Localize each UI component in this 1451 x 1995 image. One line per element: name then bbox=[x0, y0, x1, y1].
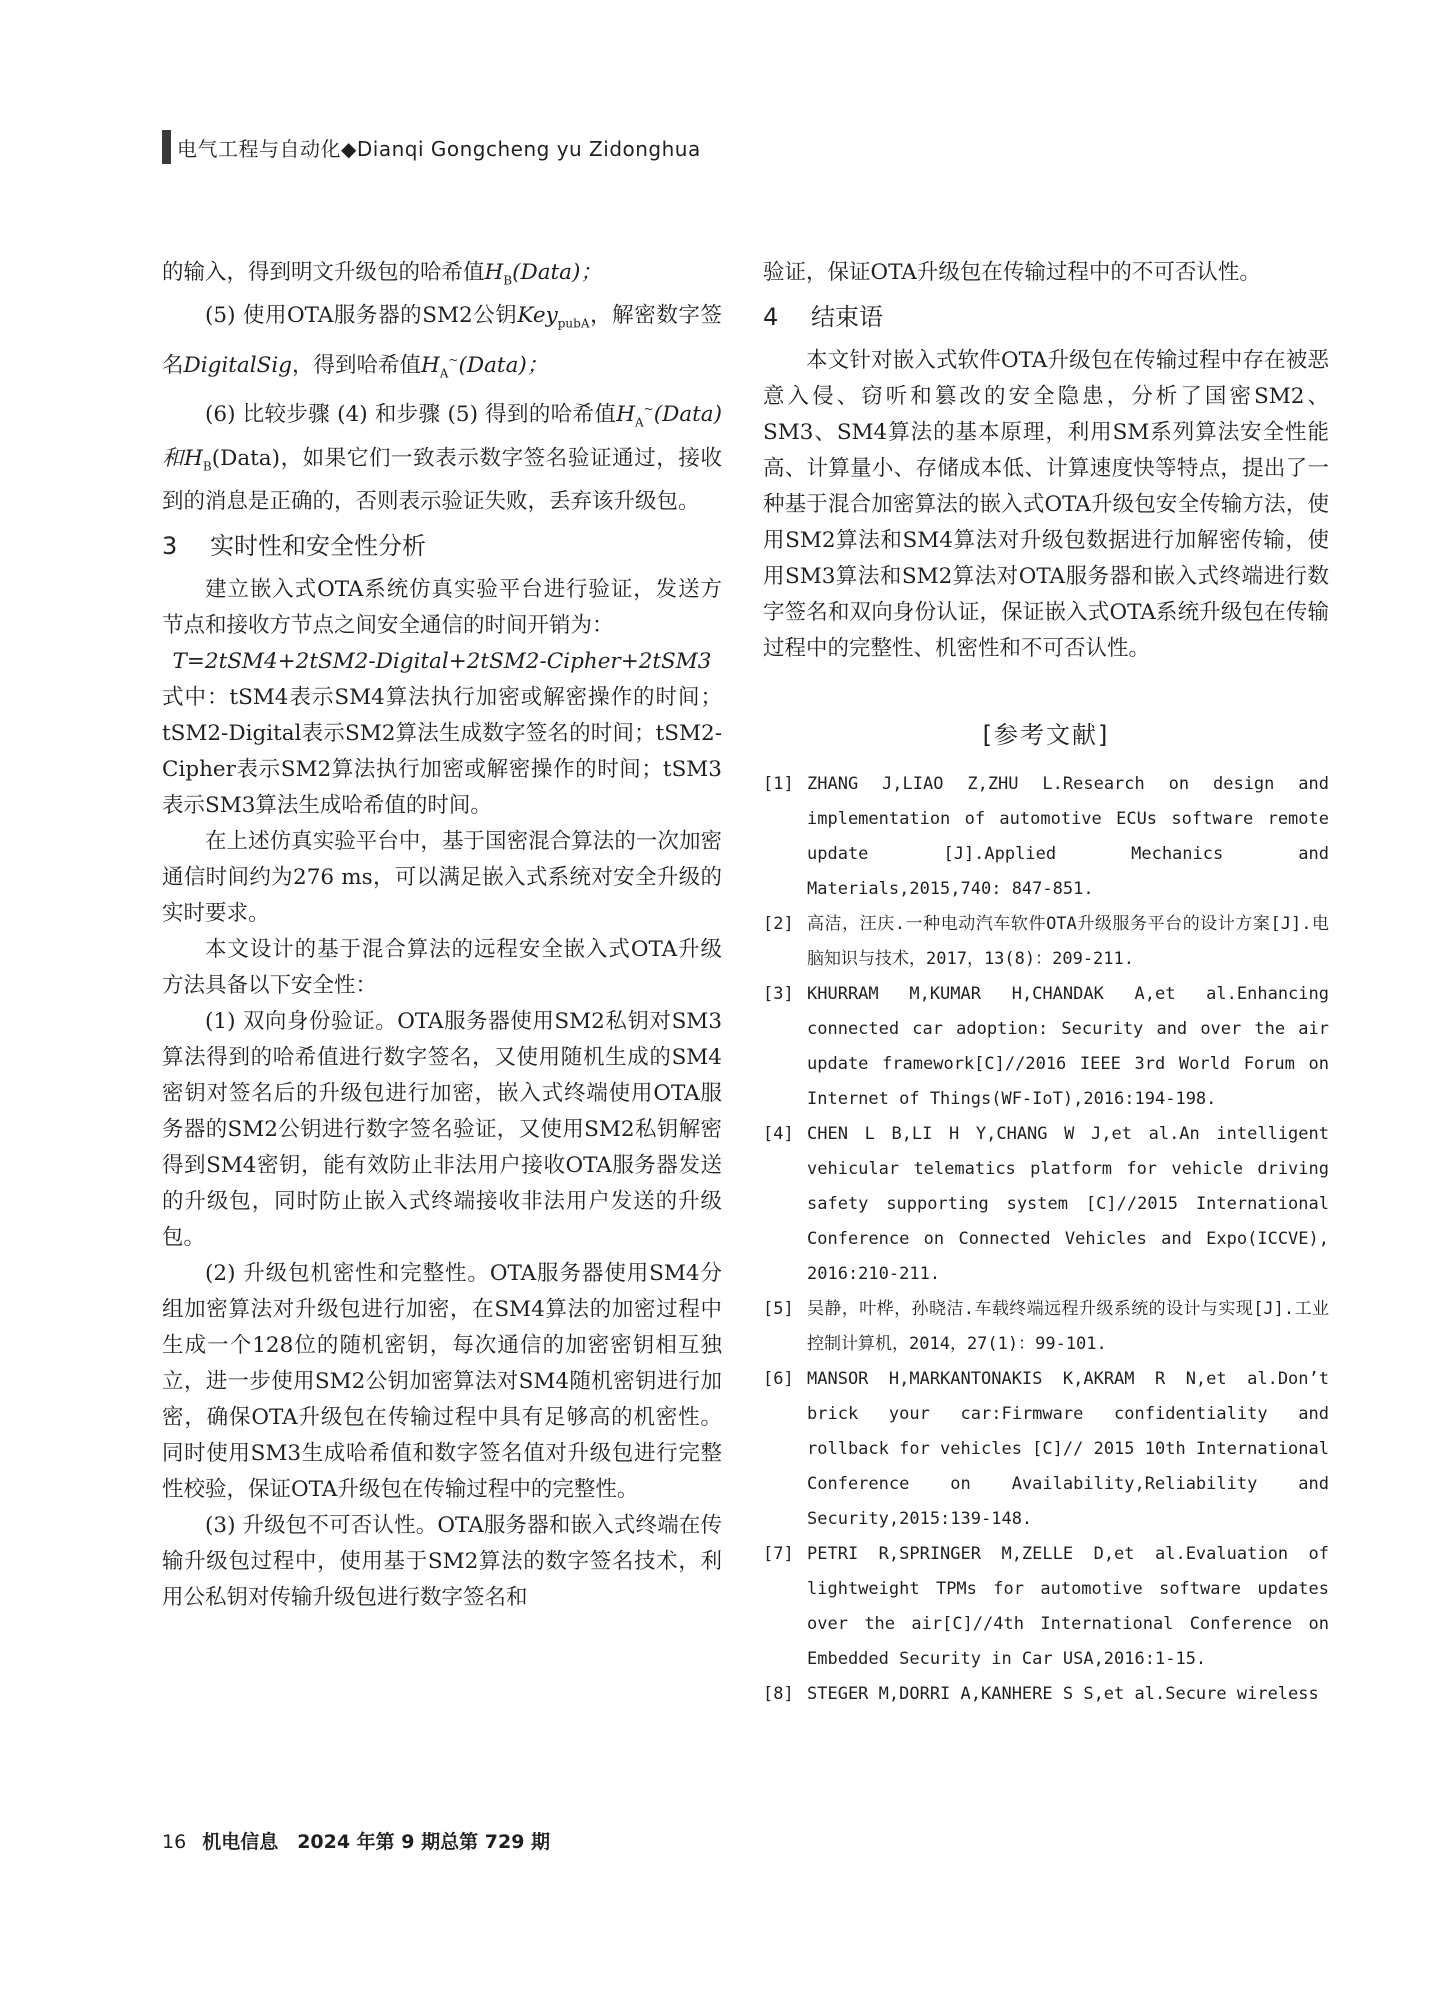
header-bar bbox=[162, 130, 171, 164]
reference-item: [8] STEGER M,DORRI A,KANHERE S S,et al.Secure wireless bbox=[763, 1684, 1319, 1704]
page-number: 16 bbox=[162, 1831, 187, 1853]
paragraph: 建立嵌入式OTA系统仿真实验平台进行验证，发送方节点和接收方节点之间安全通信的时间开销为： bbox=[162, 576, 722, 638]
reference-item: [2] 高洁，汪庆.一种电动汽车软件OTA升级服务平台的设计方案[J].电脑知识与技术，2017，13(8)：209-211. bbox=[763, 914, 1329, 969]
paragraph: (5) 使用OTA服务器的SM2公钥Key$_{pubA}$，解密数字签名DigitalSig，得到哈希值$H_A^\sim(Data)$； bbox=[162, 303, 722, 381]
paragraph: (3) 升级包不可否认性。OTA服务器和嵌入式终端在传输升级包过程中，使用基于SM2算法的数字签名技术，利用公私钥对传输升级包进行数字签名和 bbox=[162, 1512, 722, 1610]
reference-item: [1] ZHANG J,LIAO Z,ZHU L.Research on design and implementation of automotive ECUs software remote update [J].Applied Mechanics and Materials,2015,740: 847-851. bbox=[763, 774, 1329, 899]
journal-info: 机电信息 2024 年第 9 期总第 729 期 bbox=[202, 1831, 551, 1853]
paragraph: 本文针对嵌入式软件OTA升级包在传输过程中存在被恶意入侵、窃听和篡改的安全隐患，分析了国密SM2、SM3、SM4算法的基本原理，利用SM系列算法安全性能高、计算量小、存储成本低、计算速度快等特点，提出了一种基于混合加密算法的嵌入式OTA升级包安全传输方法，使用SM2算法和SM4算法对升级包数据进行加解密传输，使用SM3算法和SM2算法对OTA服务器和嵌入式终端进行数字签名和双向身份认证，保证嵌入式OTA系统升级包在传输过程中的完整性、机密性和不可否认性。 bbox=[763, 348, 1329, 661]
left-column bbox=[162, 255, 722, 1616]
reference-item: [6] MANSOR H,MARKANTONAKIS K,AKRAM R N,et al.Don’t brick your car:Firmware confidentiality and rollback for vehicles [C]// 2015 10th International Conference on Availability,Reliability and Security,2015:139-148. bbox=[763, 1369, 1329, 1529]
page-footer bbox=[162, 1827, 550, 1854]
section-heading: 4 结束语 bbox=[763, 303, 883, 331]
reference-item: [3] KHURRAM M,KUMAR H,CHANDAK A,et al.Enhancing connected car adoption: Security and over the air update framework[C]//2016 IEEE 3rd World Forum on Internet of Things(WF-IoT),2016:194-198. bbox=[763, 984, 1329, 1109]
paragraph: 在上述仿真实验平台中，基于国密混合算法的一次加密通信时间约为276 ms，可以满足嵌入式系统对安全升级的实时要求。 bbox=[162, 828, 722, 926]
reference-list bbox=[763, 767, 1329, 1712]
reference-item: [4] CHEN L B,LI H Y,CHANG W J,et al.An intelligent vehicular telematics platform for vehicle driving safety supporting system [C]//2015 International Conference on Connected Vehicles and Expo(ICCVE), 2016:210-211. bbox=[763, 1124, 1329, 1284]
paragraph: (1) 双向身份验证。OTA服务器使用SM2私钥对SM3算法得到的哈希值进行数字签名，又使用随机生成的SM4密钥对签名后的升级包进行加密，嵌入式终端使用OTA服务器的SM2公钥进行数字签名验证，又使用SM2私钥解密得到SM4密钥，能有效防止非法用户接收OTA服务器发送的升级包，同时防止嵌入式终端接收非法用户发送的升级包。 bbox=[162, 1008, 722, 1250]
paragraph: 的输入，得到明文升级包的哈希值$H_B(Data)$； bbox=[162, 260, 602, 288]
right-column bbox=[763, 255, 1329, 1712]
reference-item: [5] 吴静，叶桦，孙晓洁.车载终端远程升级系统的设计与实现[J].工业控制计算机，2014，27(1)：99-101. bbox=[763, 1299, 1329, 1354]
header-text: 电气工程与自动化◆Dianqi Gongcheng yu Zidonghua bbox=[177, 136, 701, 161]
paragraph: 验证，保证OTA升级包在传输过程中的不可否认性。 bbox=[763, 260, 1261, 285]
section-heading: 3 实时性和安全性分析 bbox=[162, 531, 426, 560]
formula: T=2tSM4+2tSM2-Digital+2tSM2-Cipher+2tSM3 bbox=[172, 648, 712, 674]
reference-item: [7] PETRI R,SPRINGER M,ZELLE D,et al.Evaluation of lightweight TPMs for automotive software updates over the air[C]//4th International Conference on Embedded Security in Car USA,2016:1-15. bbox=[763, 1544, 1329, 1669]
paragraph: 本文设计的基于混合算法的远程安全嵌入式OTA升级方法具备以下安全性： bbox=[162, 936, 722, 998]
paragraph: (2) 升级包机密性和完整性。OTA服务器使用SM4分组加密算法对升级包进行加密，在SM4算法的加密过程中生成一个128位的随机密钥，每次通信的加密密钥相互独立，进一步使用SM2公钥加密算法对SM4随机密钥进行加密，确保OTA升级包在传输过程中具有足够高的机密性。同时使用SM3生成哈希值和数字签名值对升级包进行完整性校验，保证OTA升级包在传输过程中的完整性。 bbox=[162, 1260, 722, 1502]
paragraph: 式中：tSM4表示SM4算法执行加密或解密操作的时间；tSM2-Digital表示SM2算法生成数字签名的时间；tSM2-Cipher表示SM2算法执行加密或解密操作的时间；tSM3表示SM3算法生成哈希值的时间。 bbox=[162, 684, 722, 818]
references-title: [参考文献] bbox=[982, 721, 1110, 749]
paragraph: (6) 比较步骤 (4) 和步骤 (5) 得到的哈希值$H_A^\sim(Data)$ 和$H_B(Data)$，如果它们一致表示数字签名验证通过，接收到的消息是正确的，否则表示验证失败，丢弃该升级包。 bbox=[162, 402, 722, 514]
running-header bbox=[162, 130, 701, 164]
